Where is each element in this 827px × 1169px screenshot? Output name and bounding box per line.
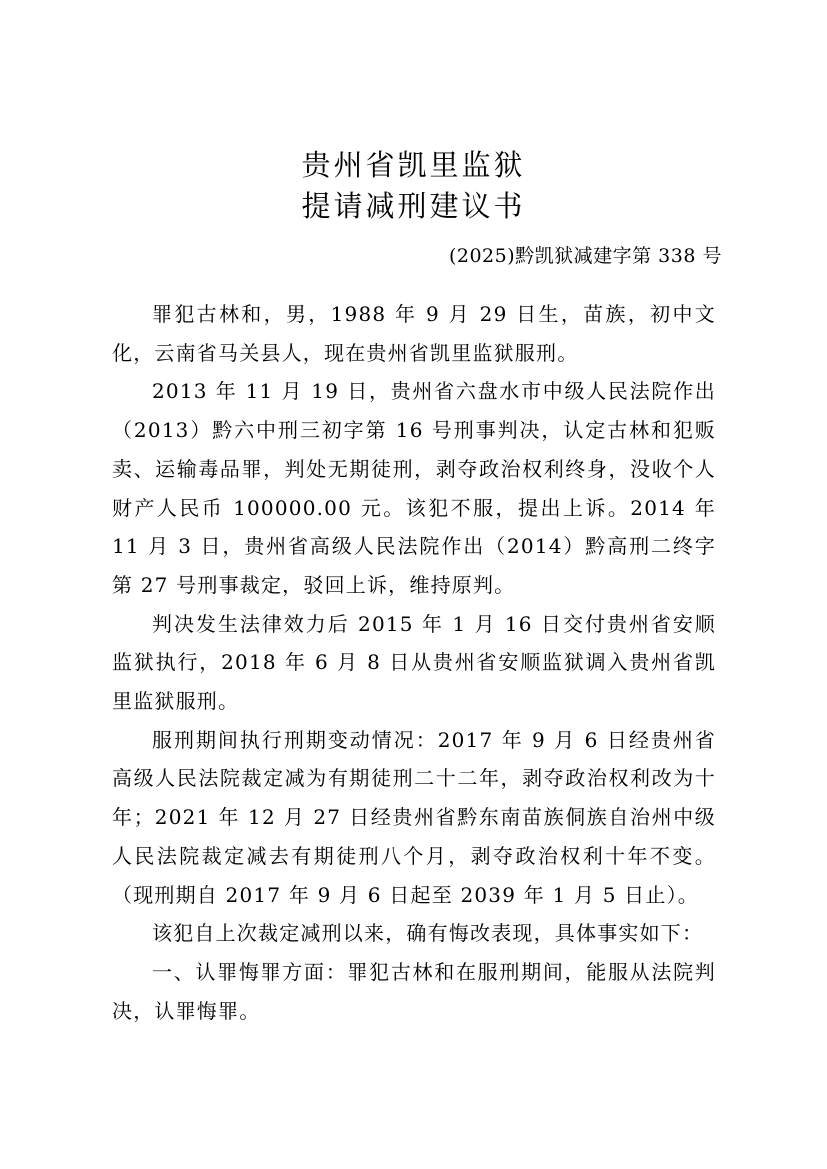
document-title-line1: 贵州省凯里监狱 xyxy=(301,148,526,182)
paragraph-original-judgment: 2013 年 11 月 19 日，贵州省六盘水市中级人民法院作出（2013）黔六中刑三初字第 16 号刑事判决，认定古林和犯贩卖、运输毒品罪，判处无期徒刑，剥夺政治权利终身，没收个人财产人民币 100000.00 元。该犯不服，提出上诉。2014 年 11 月 3 日，贵州省高级人民法院作出（2014）黔高刑二终字第 27 号刑事裁定，驳回上诉，维持原判。 xyxy=(112,379,716,597)
document-body xyxy=(112,295,716,1030)
document-title-line2: 提请减刑建议书 xyxy=(301,189,526,223)
paragraph-repentance-intro: 该犯自上次裁定减刑以来，确有悔改表现，具体事实如下： xyxy=(152,921,704,946)
document-number: (2025)黔凯狱减建字第 338 号 xyxy=(448,245,722,267)
paragraph-sentence-changes: 服刑期间执行刑期变动情况：2017 年 9 月 6 日经贵州省高级人民法院裁定减为有期徒刑二十二年，剥夺政治权利改为十年；2021 年 12 月 27 日经贵州省黔东南苗族侗族自治州中级人民法院裁定减去有期徒刑八个月，剥夺政治权利十年不变。（现刑期自 2017 年 9 月 6 日起至 2039 年 1 月 5 日止）。 xyxy=(112,727,716,907)
paragraph-prison-transfer: 判决发生法律效力后 2015 年 1 月 16 日交付贵州省安顺监狱执行，2018 年 6 月 8 日从贵州省安顺监狱调入贵州省凯里监狱服刑。 xyxy=(112,611,716,714)
paragraph-offender-info: 罪犯古林和，男，1988 年 9 月 29 日生，苗族，初中文化，云南省马关县人，现在贵州省凯里监狱服刑。 xyxy=(112,302,716,365)
paragraph-admission-of-guilt: 一、认罪悔罪方面：罪犯古林和在服刑期间，能服从法院判决，认罪悔罪。 xyxy=(112,959,716,1023)
